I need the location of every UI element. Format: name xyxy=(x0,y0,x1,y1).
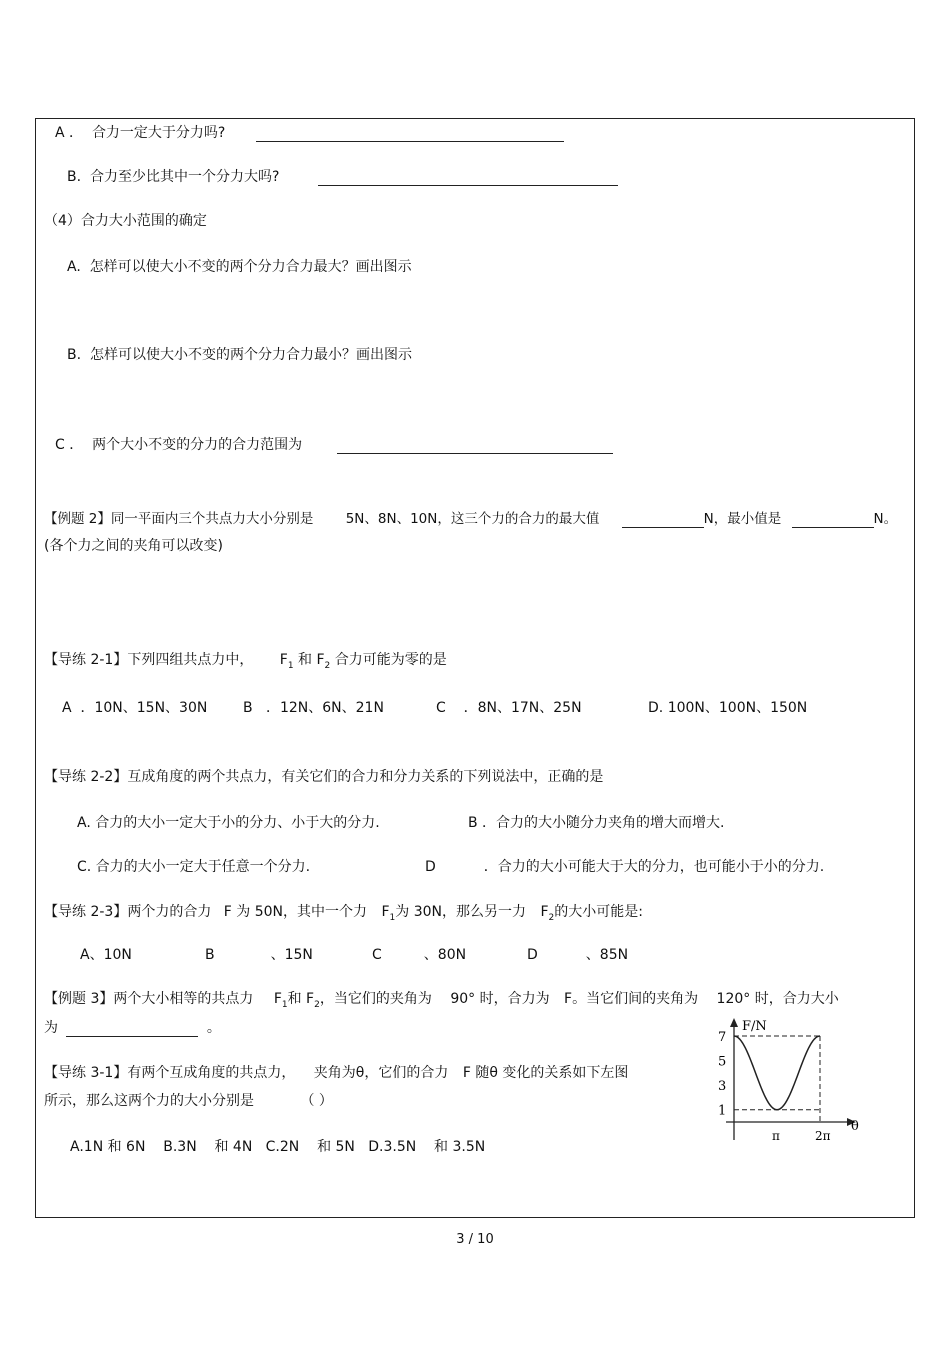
sec4-c: C ． 两个大小不变的分力的合力范围为 xyxy=(55,436,613,454)
practice-2-1: 【导练 2-1】下列四组共点力中， $F_1$ 和 $F_2$ 合力可能为零的是 xyxy=(44,652,447,671)
q-b: B. 合力至少比其中一个分力大吗? xyxy=(67,168,618,186)
section-4-title: （4）合力大小范围的确定 xyxy=(44,213,207,229)
answer-blank[interactable] xyxy=(337,439,613,454)
practice-2-2: 【导练 2-2】互成角度的两个共点力，有关它们的合力和分力关系的下列说法中，正确的是 xyxy=(44,769,604,785)
practice-3-1: 【导练 3-1】有两个互成角度的共点力， 夹角为θ，它们的合力 F 随θ 变化的关系如下左图 xyxy=(44,1065,629,1081)
option-b[interactable]: B ．12N、6N、21N xyxy=(243,700,384,716)
option-a[interactable]: A ．10N、15N、30N xyxy=(62,700,208,716)
y-axis-label: F/N xyxy=(742,1019,767,1034)
example-3-cont: 为 。 xyxy=(44,1020,221,1036)
sec4-a: A. 怎样可以使大小不变的两个分力合力最大？画出图示 xyxy=(67,259,412,275)
q-a: A ． 合力一定大于分力吗? xyxy=(55,124,564,142)
answer-blank[interactable] xyxy=(318,171,618,186)
x-tick-label: 2π xyxy=(815,1129,831,1143)
y-tick-label: 3 xyxy=(718,1079,727,1095)
y-axis-arrow-icon xyxy=(730,1018,738,1027)
answer-blank-max[interactable] xyxy=(622,513,704,528)
x-ticks xyxy=(772,1129,831,1143)
answer-blank-min[interactable] xyxy=(792,513,874,528)
option-b[interactable]: B ．合力的大小随分力夹角的增大而增大. xyxy=(468,815,725,831)
option-d[interactable]: D. 100N、100N、150N xyxy=(648,700,808,716)
answer-blank[interactable] xyxy=(66,1022,198,1037)
example-2-note: (各个力之间的夹角可以改变) xyxy=(44,538,223,554)
sec4-b: B. 怎样可以使大小不变的两个分力合力最小？画出图示 xyxy=(67,347,412,363)
example-2: 【例题 2】同一平面内三个共点力大小分别是 5N、8N、10N，这三个力的合力的最大值 N，最小值是 N。 xyxy=(44,511,898,527)
option-a[interactable]: A. 合力的大小一定大于小的分力、小于大的分力. xyxy=(77,815,380,831)
practice-2-3: 【导练 2-3】两个力的合力 F 为 50N，其中一个力 $F_1$为 30N，那么另一力 $F_2$的大小可能是: xyxy=(44,904,643,923)
option-a[interactable]: A、10N xyxy=(80,947,132,963)
y-tick-label: 1 xyxy=(718,1103,727,1119)
option-b[interactable]: B 、15N xyxy=(205,947,313,963)
option-d[interactable]: D ．合力的大小可能大于大的分力，也可能小于小的分力. xyxy=(425,859,825,875)
practice-3-1-cont: 所示，那么这两个力的大小分别是 （ ） xyxy=(44,1093,333,1109)
option-d[interactable]: D 、85N xyxy=(527,947,629,963)
x-tick-label: π xyxy=(772,1129,780,1143)
x-axis-label: θ xyxy=(851,1119,859,1134)
y-tick-label: 5 xyxy=(718,1054,727,1070)
option-c[interactable]: C 、80N xyxy=(372,947,467,963)
force-angle-graph xyxy=(712,1018,862,1148)
force-curve xyxy=(734,1036,820,1110)
option-c[interactable]: C. 合力的大小一定大于任意一个分力. xyxy=(77,859,311,875)
page-number: 3 / 10 xyxy=(456,1232,494,1247)
y-ticks xyxy=(718,1030,726,1119)
practice-3-1-options[interactable]: A.1N 和 6N B.3N 和 4N C.2N 和 5N D.3.5N 和 3.5N xyxy=(70,1139,486,1155)
example-3: 【例题 3】两个大小相等的共点力 $F_1$和 $F_2$，当它们的夹角为 90° 时，合力为 F。当它们间的夹角为 120° 时，合力大小 xyxy=(44,991,839,1010)
option-c[interactable]: C ．8N、17N、25N xyxy=(436,700,582,716)
answer-blank[interactable] xyxy=(256,127,564,142)
y-tick-label: 7 xyxy=(718,1030,727,1045)
